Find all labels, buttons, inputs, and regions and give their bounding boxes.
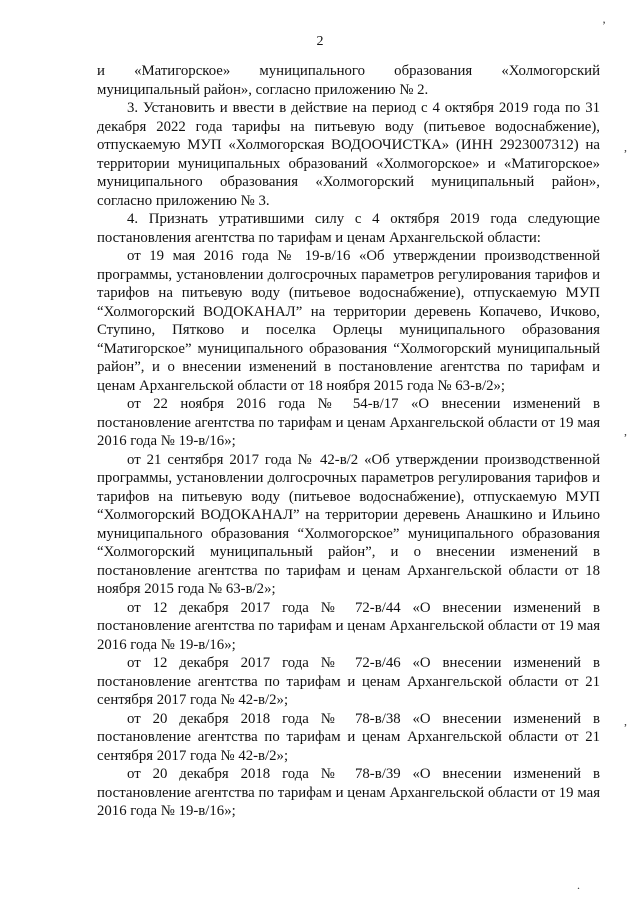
repealed-decree-3: от 21 сентября 2017 года № 42-в/2 «Об утверждении производственной программы, установлении долгосрочных параметров регулирования тарифов и тарифов на питьевую воду (питьевое водоснабжение), отпускаемую МУП “Холмогорский ВОДОКАНАЛ” на территории деревень Анашкино и Ильино муниципального образования “Холмогорское” муниципального образования “Холмогорский муниципальный район”, и о внесении изменений в постановление агентства по тарифам и ценам Архангельской области от 18 ноября 2015 года № 63-в/2»;	[97, 451, 600, 597]
document-body	[97, 62, 600, 821]
scan-speck: ,	[624, 714, 627, 728]
paragraph-continuation: и «Матигорское» муниципального образования «Холмогорский муниципальный район», согласно приложению № 2.	[97, 63, 600, 98]
scan-speck: ’	[602, 18, 606, 32]
scan-speck: ,	[624, 424, 627, 438]
page-number: 2	[316, 34, 324, 49]
repealed-decree-4: от 12 декабря 2017 года № 72-в/44 «О внесении изменений в постановление агентства по тарифам и ценам Архангельской области от 19 мая 2016 года № 19-в/16»;	[97, 599, 600, 653]
paragraph-item-3: 3. Установить и ввести в действие на период с 4 октября 2019 года по 31 декабря 2022 года тарифы на питьевую воду (питьевое водоснабжение), отпускаемую МУП «Холмогорская ВОДООЧИСТКА» (ИНН 2923007312) на территории муниципальных образований «Холмогорское» и «Матигорское» муниципального образования «Холмогорский муниципальный район», согласно приложению № 3.	[97, 100, 600, 209]
repealed-decree-6: от 20 декабря 2018 года № 78-в/38 «О внесении изменений в постановление агентства по тарифам и ценам Архангельской области от 21 сентября 2017 года № 42-в/2»;	[97, 710, 600, 764]
paragraph-item-4: 4. Признать утратившими силу с 4 октября 2019 года следующие постановления агентства по тарифам и ценам Архангельской области:	[97, 211, 600, 246]
repealed-decree-7: от 20 декабря 2018 года № 78-в/39 «О внесении изменений в постановление агентства по тарифам и ценам Архангельской области от 19 мая 2016 года № 19-в/16»;	[97, 766, 600, 819]
scan-speck: ,	[624, 140, 627, 154]
repealed-decree-1: от 19 мая 2016 года № 19-в/16 «Об утверждении производственной программы, установлении долгосрочных параметров регулирования тарифов и тарифов на питьевую воду (питьевое водоснабжение), отпускаемую МУП “Холмогорский ВОДОКАНАЛ” на территории деревень Копачево, Ичково, Ступино, Пятково и поселка Орлецы муниципального образования “Матигорское” муниципального образования “Холмогорский муниципальный район”, и о внесении изменений в постановление агентства по тарифам и ценам Архангельской области от 18 ноября 2015 года № 63-в/2»;	[97, 248, 600, 394]
repealed-decree-2: от 22 ноября 2016 года № 54-в/17 «О внесении изменений в постановление агентства по тарифам и ценам Архангельской области от 19 мая 2016 года № 19-в/16»;	[97, 396, 600, 449]
scan-speck: .	[577, 878, 580, 892]
repealed-decree-5: от 12 декабря 2017 года № 72-в/46 «О внесении изменений в постановление агентства по тарифам и ценам Архангельской области от 21 сентября 2017 года № 42-в/2»;	[97, 655, 600, 708]
